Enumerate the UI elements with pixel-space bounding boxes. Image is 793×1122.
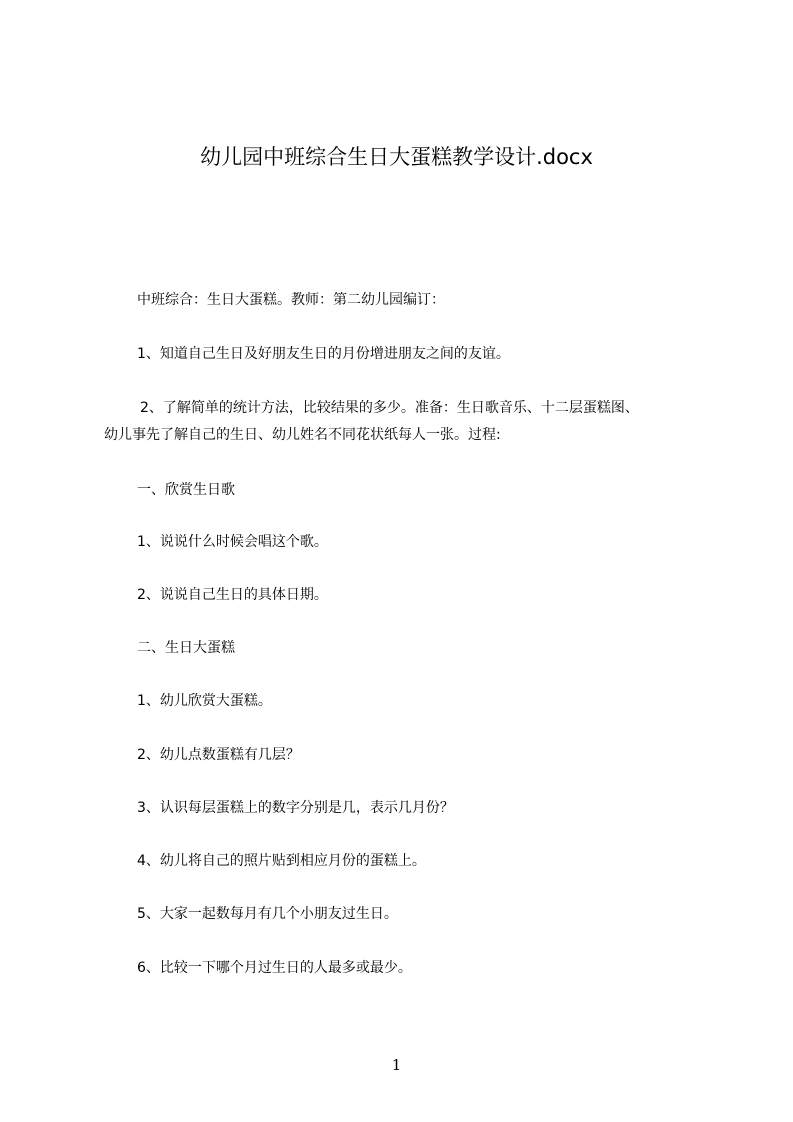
list-item: 4、幼儿将自己的照片贴到相应月份的蛋糕上。 [137,853,426,869]
list-item: 5、大家一起数每月有几个小朋友过生日。 [137,906,398,922]
list-item: 1、说说什么时候会唱这个歌。 [137,534,328,550]
list-item: 2、幼儿点数蛋糕有几层？ [137,747,300,763]
document-title: 幼儿园中班综合生日大蛋糕教学设计.docx [200,145,593,169]
paragraph-goal-2-continued: 幼儿事先了解自己的生日、幼儿姓名不同花状纸每人一张。过程: [104,427,501,443]
list-item: 1、幼儿欣赏大蛋糕。 [137,693,272,709]
section-heading-1: 一、欣赏生日歌 [137,482,235,498]
list-item: 3、认识每层蛋糕上的数字分别是几，表示几月份？ [137,800,454,816]
paragraph-goal-2: 2、了解简单的统计方法，比较结果的多少。准备：生日歌音乐、十二层蛋糕图、 [140,400,639,416]
list-item: 2、说说自己生日的具体日期。 [137,587,328,603]
paragraph-goal-1: 1、知道自己生日及好朋友生日的月份增进朋友之间的友谊。 [137,346,510,362]
page-number: 1 [391,1056,402,1074]
paragraph-intro: 中班综合：生日大蛋糕。教师：第二幼儿园编订： [137,292,445,308]
section-heading-2: 二、生日大蛋糕 [137,640,235,656]
list-item: 6、比较一下哪个月过生日的人最多或最少。 [137,960,412,976]
